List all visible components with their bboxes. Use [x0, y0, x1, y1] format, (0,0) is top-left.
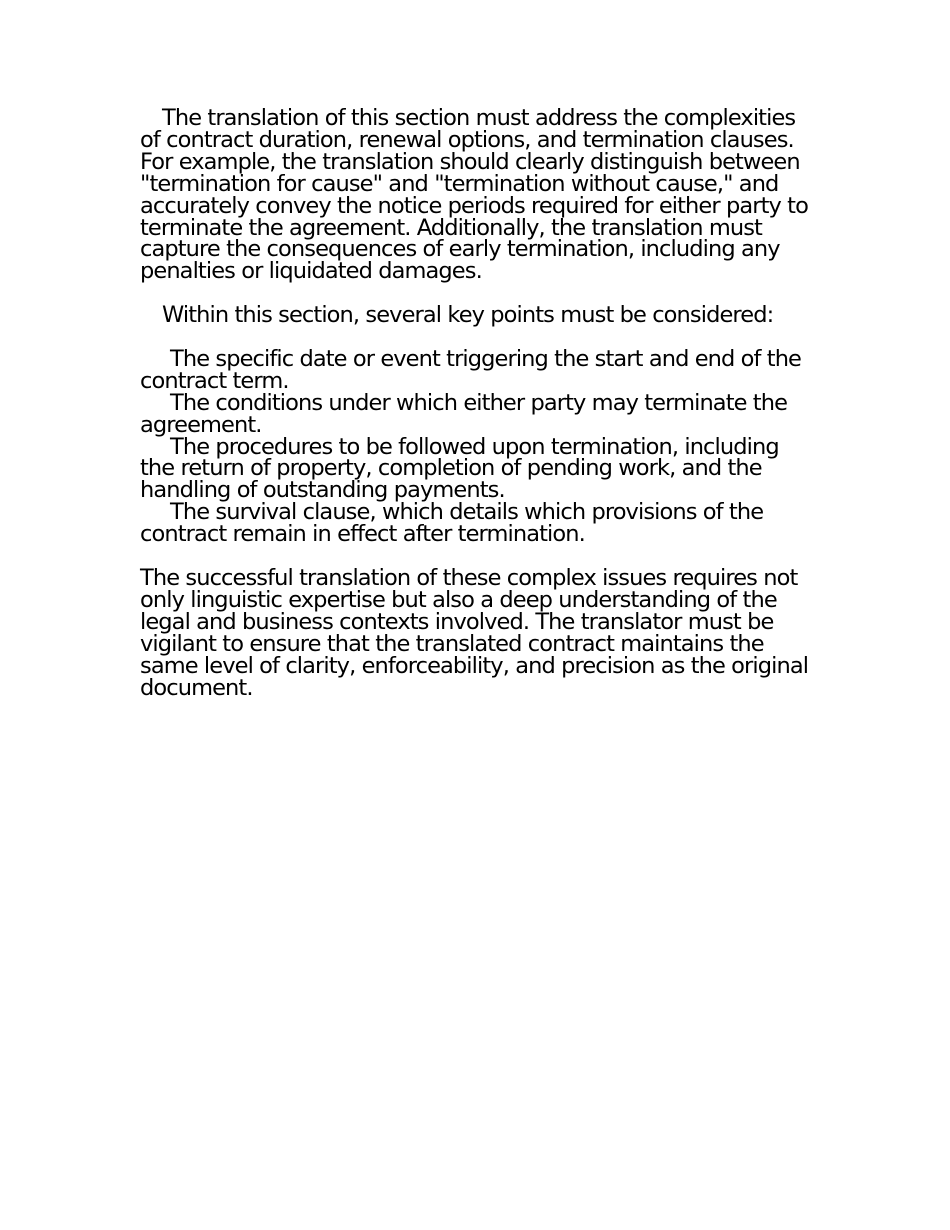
document-body [140, 105, 812, 701]
list-item: The specific date or event triggering the start and end of the contract term. [140, 345, 801, 394]
key-points-list [140, 345, 812, 548]
paragraph-key-points-lead: Within this section, several key points must be considered: [162, 302, 774, 329]
paragraph-conclusion: The successful translation of these complex issues requires not only linguistic expertise but also a deep understanding of the legal and business contexts involved. The translator must be vigilant to ensure that the translated contract maintains the same level of clarity, enforceability, and precision as the original document. [140, 564, 809, 701]
list-item: The procedures to be followed upon termination, including the return of property, completion of pending work, and the handling of outstanding payments. [140, 433, 779, 504]
paragraph-intro: The translation of this section must address the complexities of contract duration, renewal options, and termination clauses. For example, the translation should clearly distinguish between "termination for cause" and "termination without cause," and accurately convey the notice periods required for either party to terminate the agreement. Additionally, the translation must capture the consequences of early termination, including any penalties or liquidated damages. [140, 105, 808, 285]
list-item: The survival clause, which details which provisions of the contract remain in effect after termination. [140, 499, 764, 548]
list-item: The conditions under which either party may terminate the agreement. [140, 389, 788, 438]
